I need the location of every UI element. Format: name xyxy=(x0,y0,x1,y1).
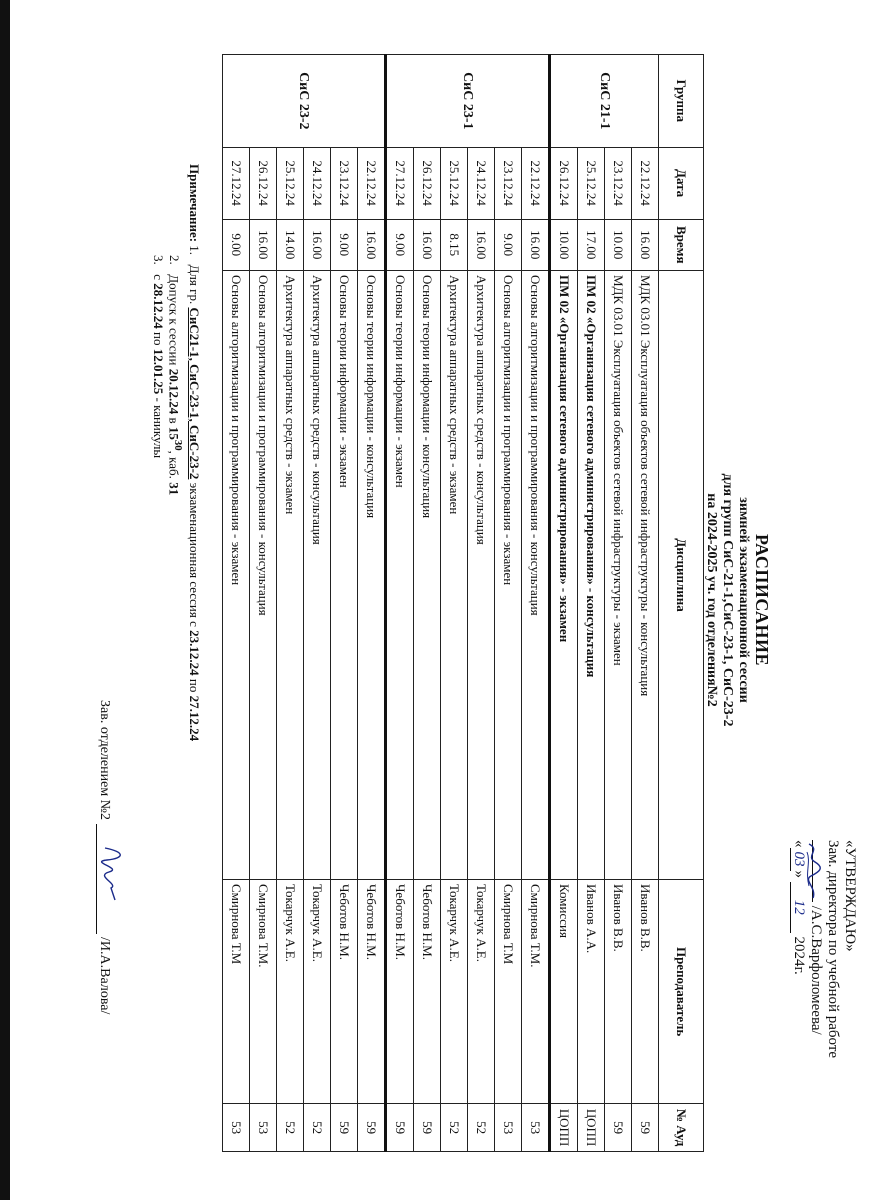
schedule-table xyxy=(222,54,704,1152)
table-row xyxy=(223,55,250,1152)
approval-year: 2024г. xyxy=(791,936,807,975)
discipline-cell: Архитектура аппаратных средств - консультация xyxy=(468,271,495,880)
time-cell: 9.00 xyxy=(331,219,358,270)
table-row xyxy=(386,55,414,1152)
room-cell: ЦОПП xyxy=(578,1104,605,1152)
head-signature-block xyxy=(96,700,112,1120)
signature-scribble-icon xyxy=(803,842,823,900)
table-row xyxy=(605,55,632,1152)
note-3-from: 28.12.24 xyxy=(150,283,166,329)
time-cell: 16.00 xyxy=(414,219,441,270)
notes-block xyxy=(150,164,202,1064)
table-row xyxy=(414,55,441,1152)
approval-signature xyxy=(812,840,813,902)
discipline-cell: МДК 03.01 Эксплуатация объектов сетевой инфраструктуры - консультация xyxy=(632,271,659,880)
room-cell: 53 xyxy=(250,1104,277,1152)
date-cell: 25.12.24 xyxy=(578,147,605,219)
teacher-cell: Токарчук А.Е. xyxy=(468,879,495,1103)
note-2-time: 15 xyxy=(166,426,182,440)
teacher-cell: Чеботов Н.М. xyxy=(358,879,386,1103)
approval-name: /А.С.Варфоломеева/ xyxy=(808,905,824,1035)
time-cell: 16.00 xyxy=(304,219,331,270)
note-3-index: 3. xyxy=(150,255,166,265)
approval-day: 03 xyxy=(790,848,807,871)
note-1-groups: СиС21-1, СиС-23-1, СиС-23-2 xyxy=(187,307,202,480)
time-cell: 17.00 xyxy=(578,219,605,270)
table-header-row xyxy=(659,55,704,1152)
header-room: № Ауд xyxy=(659,1104,704,1152)
table-row xyxy=(495,55,522,1152)
note-3-text-a: с xyxy=(150,274,166,281)
time-cell: 9.00 xyxy=(223,219,250,270)
date-cell: 24.12.24 xyxy=(468,147,495,219)
header-date: Дата xyxy=(659,147,704,219)
table-row xyxy=(522,55,550,1152)
date-quote-open: « xyxy=(791,840,807,848)
teacher-cell: Чеботов Н.М. xyxy=(331,879,358,1103)
date-cell: 23.12.24 xyxy=(495,147,522,219)
room-cell: 59 xyxy=(632,1104,659,1152)
note-3-to: 12.01.25 xyxy=(150,348,166,395)
time-cell: 16.00 xyxy=(358,219,386,270)
note-1-to: 27.12.24 xyxy=(187,695,202,742)
table-row xyxy=(441,55,468,1152)
room-cell: 53 xyxy=(522,1104,550,1152)
time-cell: 16.00 xyxy=(468,219,495,270)
teacher-cell: Иванов В.В. xyxy=(605,879,632,1103)
time-cell: 16.00 xyxy=(522,219,550,270)
date-cell: 26.12.24 xyxy=(414,147,441,219)
note-2-room: 31 xyxy=(166,482,182,496)
note-2-text-a: Допуск к сессии xyxy=(166,274,182,366)
date-cell: 24.12.24 xyxy=(304,147,331,219)
teacher-cell: Комиссия xyxy=(550,879,578,1103)
table-row xyxy=(632,55,659,1152)
group-cell: СиС 23-2 xyxy=(223,55,386,148)
approval-position: Зам. директора по учебной работе xyxy=(825,840,841,1059)
teacher-cell: Токарчук А.Е. xyxy=(304,879,331,1103)
note-1-text-a: Для гр. xyxy=(187,264,202,305)
note-3 xyxy=(150,164,166,1064)
teacher-cell: Иванов В.В. xyxy=(632,879,659,1103)
time-cell: 9.00 xyxy=(386,219,414,270)
discipline-cell: Основы теории информации - консультация xyxy=(358,271,386,880)
date-cell: 26.12.24 xyxy=(250,147,277,219)
discipline-cell: Архитектура аппаратных средств - экзамен xyxy=(277,271,304,880)
signature-scribble-icon xyxy=(99,844,129,904)
header-time: Время xyxy=(659,219,704,270)
date-quote-close: » xyxy=(791,870,807,878)
table-row xyxy=(468,55,495,1152)
discipline-cell: Основы теории информации - консультация xyxy=(414,271,441,880)
table-row xyxy=(550,55,578,1152)
note-1-text-b: экзаменационная сессия с xyxy=(187,482,202,627)
head-signature-prefix: Зав. отделением №2 xyxy=(97,700,112,821)
discipline-cell: Основы алгоритмизации и программирования - экзамен xyxy=(495,271,522,880)
date-cell: 22.12.24 xyxy=(632,147,659,219)
teacher-cell: Смирнова Т.М. xyxy=(250,879,277,1103)
discipline-cell: МДК 03.01 Эксплуатация объектов сетевой инфраструктуры - экзамен xyxy=(605,271,632,880)
discipline-cell: Архитектура аппаратных средств - консультация xyxy=(304,271,331,880)
table-row xyxy=(250,55,277,1152)
room-cell: ЦОПП xyxy=(550,1104,578,1152)
discipline-cell: Архитектура аппаратных средств - экзамен xyxy=(441,271,468,880)
teacher-cell: Смирнова Т.М xyxy=(495,879,522,1103)
time-cell: 16.00 xyxy=(250,219,277,270)
table-row xyxy=(277,55,304,1152)
teacher-cell: Иванов А.А. xyxy=(578,879,605,1103)
table-row xyxy=(331,55,358,1152)
title-sub1: зимней экзаменационной сессии xyxy=(736,497,751,703)
note-1-from: 23.12.24 xyxy=(187,630,202,676)
time-cell: 10.00 xyxy=(550,219,578,270)
teacher-cell: Токарчук А.Е. xyxy=(441,879,468,1103)
note-1-text-c: по xyxy=(187,678,202,693)
teacher-cell: Чеботов Н.М. xyxy=(414,879,441,1103)
discipline-cell: Основы алгоритмизации и программирования - консультация xyxy=(250,271,277,880)
date-cell: 25.12.24 xyxy=(441,147,468,219)
room-cell: 59 xyxy=(386,1104,414,1152)
title-main: РАСПИСАНИЕ xyxy=(752,534,772,666)
note-2-date: 20.12.24 xyxy=(166,368,182,415)
note-2-text-b: в xyxy=(166,417,182,424)
note-2-index: 2. xyxy=(166,255,182,265)
table-row xyxy=(358,55,386,1152)
time-cell: 8.15 xyxy=(441,219,468,270)
group-cell: СиС 23-1 xyxy=(386,55,550,148)
discipline-cell: Основы алгоритмизации и программирования - консультация xyxy=(522,271,550,880)
room-cell: 52 xyxy=(304,1104,331,1152)
note-1-index: 1. xyxy=(187,245,202,256)
teacher-cell: Чеботов Н.М. xyxy=(386,879,414,1103)
discipline-cell: Основы алгоритмизации и программирования - экзамен xyxy=(223,271,250,880)
room-cell: 59 xyxy=(414,1104,441,1152)
discipline-cell: ПМ 02 «Организация сетевого администрирования» - экзамен xyxy=(550,271,578,880)
note-3-text-c: - каникулы xyxy=(150,397,166,459)
note-1 xyxy=(186,164,202,1064)
approval-signature-line xyxy=(807,840,824,1160)
approval-block xyxy=(790,840,858,1160)
teacher-cell: Смирнова Т.М. xyxy=(522,879,550,1103)
header-teacher: Преподаватель xyxy=(659,879,704,1103)
title-sub2: для групп СиС-21-1,СиС-23-1, СиС-23-2 xyxy=(720,473,735,727)
room-cell: 59 xyxy=(331,1104,358,1152)
date-cell: 27.12.24 xyxy=(386,147,414,219)
room-cell: 59 xyxy=(605,1104,632,1152)
table-row xyxy=(304,55,331,1152)
note-3-text-b: по xyxy=(150,332,166,346)
time-cell: 9.00 xyxy=(495,219,522,270)
notes-label: Примечание: xyxy=(187,164,202,243)
approval-heading: «УТВЕРЖДАЮ» xyxy=(842,840,858,952)
room-cell: 53 xyxy=(223,1104,250,1152)
teacher-cell: Токарчук А.Е. xyxy=(277,879,304,1103)
date-cell: 22.12.24 xyxy=(358,147,386,219)
head-signature xyxy=(96,824,111,934)
room-cell: 59 xyxy=(358,1104,386,1152)
header-group: Группа xyxy=(659,55,704,148)
approval-month: 12 xyxy=(790,882,807,933)
title-sub3: на 2024-2025 уч. год отделения№2 xyxy=(704,493,719,707)
date-cell: 25.12.24 xyxy=(277,147,304,219)
date-cell: 26.12.24 xyxy=(550,147,578,219)
date-cell: 23.12.24 xyxy=(331,147,358,219)
group-cell: СиС 21-1 xyxy=(550,55,659,148)
table-row xyxy=(578,55,605,1152)
teacher-cell: Смирнова Т.М xyxy=(223,879,250,1103)
document-title xyxy=(703,0,772,1200)
time-cell: 10.00 xyxy=(605,219,632,270)
head-signature-name: /И.А.Валова/ xyxy=(97,937,112,1015)
discipline-cell: ПМ 02 «Организация сетевого администрирования» - консультация xyxy=(578,271,605,880)
date-cell: 27.12.24 xyxy=(223,147,250,219)
room-cell: 52 xyxy=(468,1104,495,1152)
date-cell: 23.12.24 xyxy=(605,147,632,219)
time-cell: 16.00 xyxy=(632,219,659,270)
room-cell: 53 xyxy=(495,1104,522,1152)
note-2 xyxy=(166,164,186,1064)
discipline-cell: Основы теории информации - экзамен xyxy=(331,271,358,880)
header-discipline: Дисциплина xyxy=(659,271,704,880)
time-cell: 14.00 xyxy=(277,219,304,270)
discipline-cell: Основы теории информации - экзамен xyxy=(386,271,414,880)
room-cell: 52 xyxy=(277,1104,304,1152)
note-2-text-c: , каб. xyxy=(166,450,182,479)
date-cell: 22.12.24 xyxy=(522,147,550,219)
note-2-time-minutes: 30 xyxy=(172,439,184,451)
room-cell: 52 xyxy=(441,1104,468,1152)
